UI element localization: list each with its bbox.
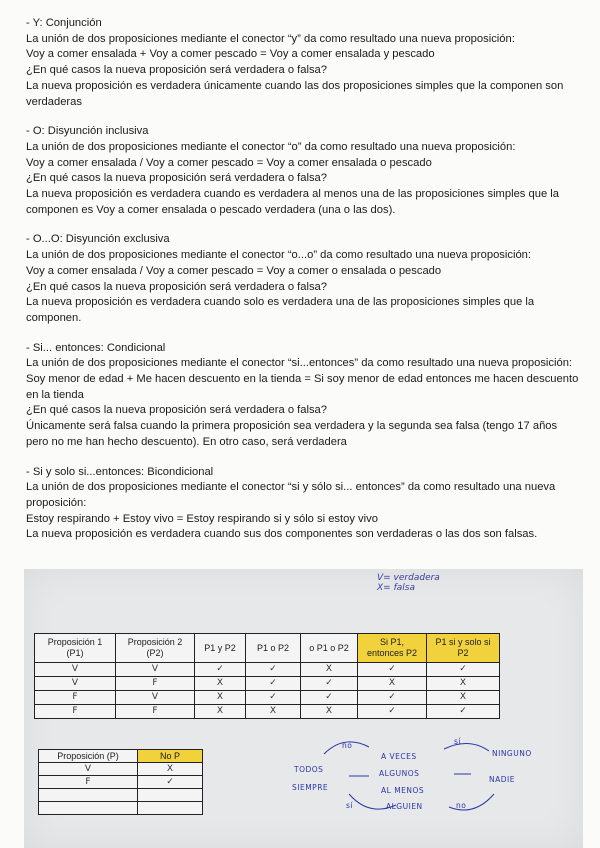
hw-ninguno: NINGUNO bbox=[492, 749, 532, 758]
text-line: ¿En qué casos la nueva proposición será verdadera o falsa? bbox=[26, 172, 328, 185]
text-line: Voy a comer ensalada / Voy a comer pescado = Voy a comer o ensalada o pescado bbox=[26, 264, 442, 277]
cell: ✓ bbox=[358, 705, 427, 719]
cell: ✓ bbox=[427, 705, 500, 719]
cell: ✓ bbox=[358, 663, 427, 677]
cell: ✓ bbox=[358, 691, 427, 705]
handwritten-arrows bbox=[24, 569, 583, 848]
header-conditional: Si P1, entonces P2 bbox=[358, 634, 427, 663]
text-line: La nueva proposición es verdadera únicamente cuando las dos proposiciones simples que la componen son verdaderas bbox=[26, 79, 564, 108]
legend-false: X= falsa bbox=[377, 583, 415, 593]
hw-si-2: sí bbox=[346, 801, 353, 810]
cell: F bbox=[39, 776, 138, 789]
cell: F bbox=[35, 691, 116, 705]
cell: X bbox=[195, 691, 246, 705]
header-p2: Proposición 2 (P2) bbox=[116, 634, 195, 663]
header-and: P1 y P2 bbox=[195, 634, 246, 663]
section-title: - O...O: Disyunción exclusiva bbox=[26, 233, 170, 246]
section-bicondicional bbox=[26, 465, 582, 544]
cell: X bbox=[195, 677, 246, 691]
document-text bbox=[26, 16, 582, 557]
text-line: La nueva proposición es verdadera cuando solo es verdadera una de las proposiciones simples que la componen. bbox=[26, 296, 535, 324]
cell: X bbox=[246, 705, 301, 719]
cell: ✓ bbox=[246, 691, 301, 705]
hw-alguien: ALGUIEN bbox=[386, 802, 423, 811]
section-title: - Si y solo si...entonces: Bicondicional bbox=[26, 465, 214, 478]
hw-al-menos: AL MENOS bbox=[381, 786, 425, 795]
cell: ✓ bbox=[138, 776, 203, 789]
section-condicional bbox=[26, 341, 582, 451]
cell: F bbox=[116, 677, 195, 691]
text-line: La nueva proposición es verdadera cuando es verdadera al menos una de las proposiciones simples que la componen es Voy a comer ensalada o pescado verdadera (una o las dos). bbox=[26, 188, 559, 216]
text-line: ¿En qué casos la nueva proposición será verdadera o falsa? bbox=[26, 64, 328, 77]
section-title: - Si... entonces: Condicional bbox=[26, 341, 166, 354]
cell: V bbox=[39, 763, 138, 776]
header-biconditional: P1 si y solo si P2 bbox=[427, 634, 500, 663]
header-xor: o P1 o P2 bbox=[301, 634, 358, 663]
text-line: La unión de dos proposiciones mediante el conector “o...o” da como resultado una nueva proposición: bbox=[26, 249, 531, 262]
section-title: - Y: Conjunción bbox=[26, 17, 102, 29]
cell: ✓ bbox=[301, 691, 358, 705]
cell: V bbox=[35, 663, 116, 677]
cell: X bbox=[301, 663, 358, 677]
section-disyuncion-inclusiva bbox=[26, 124, 582, 218]
cell: ✓ bbox=[246, 663, 301, 677]
hw-a-veces: A VECES bbox=[381, 752, 417, 761]
hw-nadie: NADIE bbox=[489, 775, 515, 784]
text-line: La unión de dos proposiciones mediante el conector “si y sólo si... entonces” da como resultado una nueva proposición: bbox=[26, 481, 556, 509]
cell: X bbox=[301, 705, 358, 719]
text-line: Voy a comer ensalada + Voy a comer pescado = Voy a comer ensalada y pescado bbox=[26, 48, 435, 61]
text-line: La unión de dos proposiciones mediante el conector “o” da como resultado una nueva proposición: bbox=[26, 140, 516, 153]
cell: X bbox=[427, 677, 500, 691]
text-line: Únicamente será falsa cuando la primera proposición sea verdadera y la segunda sea falsa (tengo 17 años pero no me han hecho descuento). En otro caso, será verdadera bbox=[26, 420, 558, 448]
arrow-si-1 bbox=[444, 743, 489, 751]
cell: V bbox=[116, 691, 195, 705]
header-or: P1 o P2 bbox=[246, 634, 301, 663]
section-disyuncion-exclusiva bbox=[26, 232, 582, 326]
text-line: ¿En qué casos la nueva proposición será verdadera o falsa? bbox=[26, 280, 328, 293]
legend-true: V= verdadera bbox=[377, 573, 440, 583]
section-title: - O: Disyunción inclusiva bbox=[26, 125, 149, 138]
cell: X bbox=[427, 691, 500, 705]
cell: ✓ bbox=[301, 677, 358, 691]
text-line: Soy menor de edad + Me hacen descuento en la tienda = Si soy menor de edad entonces me hacen descuento en la tienda bbox=[26, 373, 579, 401]
cell: F bbox=[116, 705, 195, 719]
text-line: La unión de dos proposiciones mediante el conector “si...entonces” da como resultado una nueva proposición: bbox=[26, 357, 573, 370]
hw-no-2: no bbox=[456, 801, 467, 810]
cell: V bbox=[35, 677, 116, 691]
text-line: La unión de dos proposiciones mediante el conector “y” da como resultado una nueva proposición: bbox=[26, 32, 515, 45]
whiteboard-photo bbox=[24, 569, 583, 848]
cell: ✓ bbox=[427, 663, 500, 677]
cell: ✓ bbox=[195, 663, 246, 677]
cell: X bbox=[138, 763, 203, 776]
hw-todos: TODOS bbox=[294, 765, 324, 774]
cell: V bbox=[116, 663, 195, 677]
header-p: Proposición (P) bbox=[39, 750, 138, 763]
header-p1: Proposición 1 (P1) bbox=[35, 634, 116, 663]
text-line: ¿En qué casos la nueva proposición será verdadera o falsa? bbox=[26, 404, 328, 417]
text-line: La nueva proposición es verdadera cuando sus dos componentes son verdaderas o las dos son falsas. bbox=[26, 528, 538, 541]
text-line: Voy a comer ensalada / Voy a comer pescado = Voy a comer ensalada o pescado bbox=[26, 156, 432, 169]
text-line: Estoy respirando + Estoy vivo = Estoy respirando si y sólo si estoy vivo bbox=[26, 512, 378, 525]
hw-siempre: SIEMPRE bbox=[292, 783, 329, 792]
hw-no-1: no bbox=[342, 741, 353, 750]
cell: X bbox=[195, 705, 246, 719]
cell: F bbox=[35, 705, 116, 719]
header-not-p: No P bbox=[138, 750, 203, 763]
hw-si-1: sí bbox=[454, 737, 461, 746]
section-conjuncion bbox=[26, 16, 582, 110]
cell: ✓ bbox=[246, 677, 301, 691]
hw-algunos: ALGUNOS bbox=[379, 769, 420, 778]
cell: X bbox=[358, 677, 427, 691]
